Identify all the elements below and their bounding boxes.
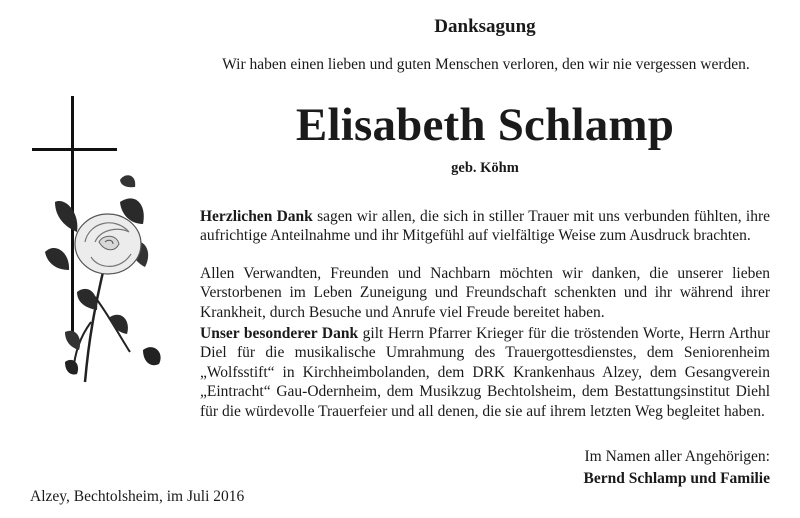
closing-line: Im Namen aller Angehörigen: bbox=[584, 448, 770, 465]
thanks-paragraph-2: Allen Verwandten, Freunden und Nachbarn möchten wir danken, die unserer lieben Verstorbenen im Leben Zuneigung und Freundschaft schenkten und ihr während ihrer Krankheit, durch Besuche und Anrufe viel Freude bereitet haben. bbox=[200, 265, 770, 321]
thanks-text: sagen wir allen, die sich in stiller Trauer mit uns verbunden fühlten, ihre aufrichtige Anteilnahme und ihr Mitgefühl auf vielfältige Weise zum Ausdruck brachten. bbox=[200, 208, 771, 245]
special-thanks-lead: Unser besonderer Dank bbox=[200, 325, 359, 342]
place-date: Alzey, Bechtolsheim, im Juli 2016 bbox=[30, 488, 245, 505]
thanks-paragraph-1 bbox=[200, 207, 770, 246]
deceased-name: Elisabeth Schlamp bbox=[295, 99, 675, 151]
notice-heading: Danksagung bbox=[434, 16, 536, 37]
cross-and-rose-illustration bbox=[25, 92, 175, 392]
family-signature: Bernd Schlamp und Familie bbox=[583, 470, 770, 487]
birth-name: geb. Köhm bbox=[451, 160, 519, 176]
closing-signature bbox=[584, 446, 770, 490]
thanks-paragraph-3 bbox=[200, 324, 770, 421]
special-thanks-text: gilt Herrn Pfarrer Krieger für die tröstenden Worte, Herrn Arthur Diel für die musikalische Umrahmung des Trauergottesdienstes, dem Seniorenheim „Wolfsstift“ in Kirchheimbolanden, dem DRK Krankenhaus Alzey, dem Gesangverein „Eintracht“ Gau-Odernheim, dem Musikzug Bechtolsheim, dem Bestattungsinstitut Diehl für die würdevolle Trauerfeier und all denen, die sie auf ihrem letzten Weg begleitet haben. bbox=[200, 325, 770, 420]
intro-line: Wir haben einen lieben und guten Menschen verloren, den wir nie vergessen werden. bbox=[222, 56, 750, 73]
rose-icon bbox=[45, 175, 161, 382]
thanks-lead: Herzlichen Dank bbox=[200, 208, 313, 225]
